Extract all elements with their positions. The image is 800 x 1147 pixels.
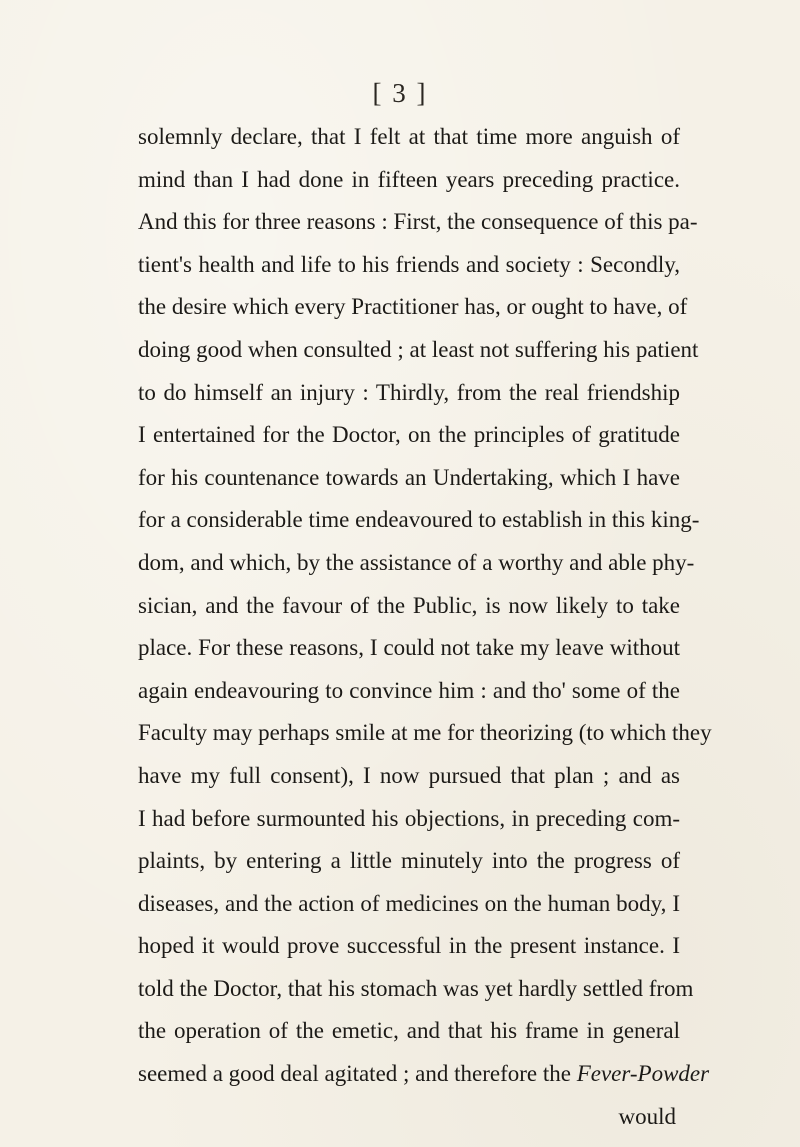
text-line: told the Doctor, that his stomach was yet hardly settled from — [138, 975, 694, 1001]
text-line: the desire which every Practitioner has, or ought to have, of — [138, 294, 688, 320]
text-line: tient's health and life to his friends and society : Secondly, — [138, 251, 680, 277]
body-text — [138, 116, 712, 1138]
text-line: And this for three reasons : First, the consequence of this pa- — [138, 209, 698, 235]
page-number: [ 3 ] — [372, 78, 428, 108]
italic-term: Fever-Powder — [576, 1061, 710, 1087]
text-line: I had before surmounted his objections, in preceding com- — [138, 805, 680, 831]
text-line: plaints, by entering a little minutely into the progress of — [138, 848, 680, 874]
text-line: the operation of the emetic, and that his frame in general — [138, 1018, 680, 1044]
catchword: would — [618, 1103, 676, 1129]
text-line: Faculty may perhaps smile at me for theorizing (to which they — [138, 720, 712, 746]
text-line: hoped it would prove successful in the present instance. I — [138, 933, 680, 959]
text-line: doing good when consulted ; at least not suffering his patient — [138, 336, 699, 362]
text-line: place. For these reasons, I could not take my leave without — [138, 635, 680, 661]
text-line: to do himself an injury : Thirdly, from the real friendship — [138, 379, 680, 405]
text-line-with-italic — [138, 1053, 710, 1096]
text-line: sician, and the favour of the Public, is now likely to take — [138, 592, 680, 618]
text-line: have my full consent), I now pursued that plan ; and as — [138, 762, 680, 788]
text-line: mind than I had done in fifteen years preceding practice. — [138, 166, 680, 192]
text-segment: seemed a good deal agitated ; and therefore the — [138, 1061, 571, 1087]
text-line: I entertained for the Doctor, on the principles of gratitude — [138, 422, 680, 448]
text-line: again endeavouring to convince him : and tho' some of the — [138, 677, 680, 703]
text-line: diseases, and the action of medicines on the human body, I — [138, 890, 680, 916]
text-line: solemnly declare, that I felt at that time more anguish of — [138, 124, 680, 149]
text-line: for a considerable time endeavoured to establish in this king- — [138, 507, 700, 533]
text-line: dom, and which, by the assistance of a worthy and able phy- — [138, 549, 695, 575]
text-line: for his countenance towards an Undertaking, which I have — [138, 464, 680, 490]
